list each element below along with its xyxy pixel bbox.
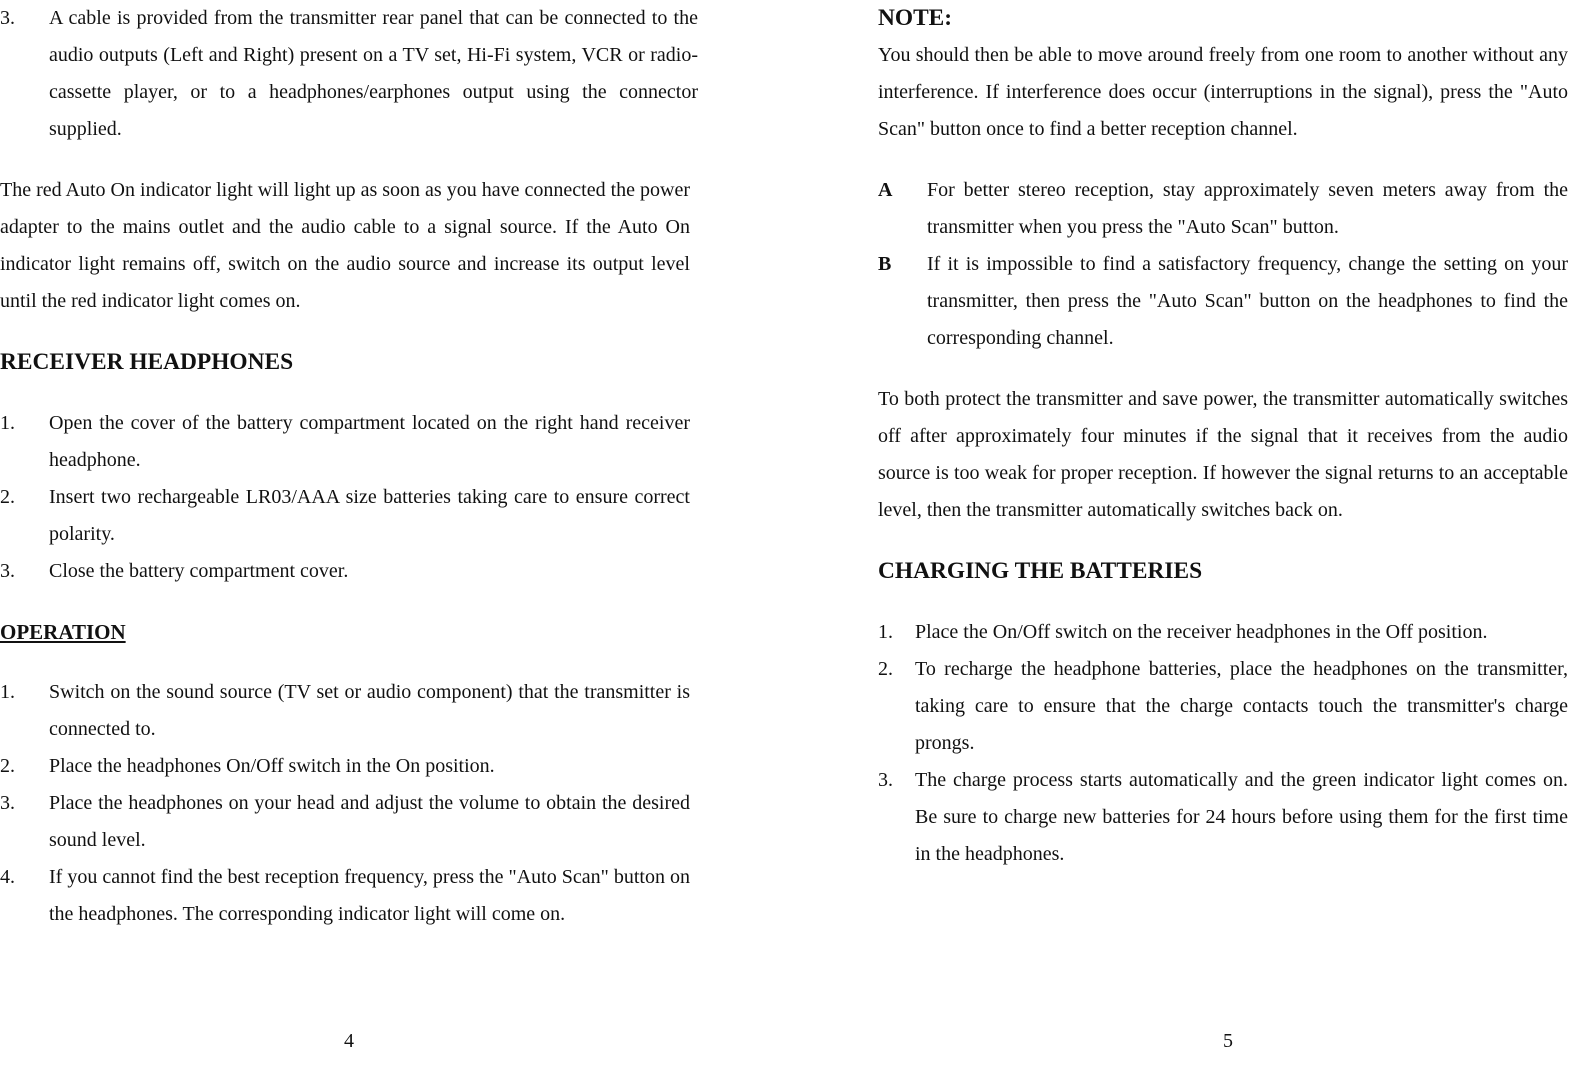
list-item [878, 651, 1568, 762]
step-text: Place the On/Off switch on the receiver headphones in the Off position. [915, 621, 1488, 643]
receiver-headphones-heading: RECEIVER HEADPHONES [0, 349, 294, 375]
note-label: NOTE: [878, 5, 953, 31]
step-text: Open the cover of the battery compartment located on the right hand receiver headphone. [49, 412, 690, 471]
step-text: Place the headphones On/Off switch in the On position. [49, 755, 495, 777]
tip-text: If it is impossible to find a satisfactory frequency, change the setting on your transmitter, then press the "Auto Scan" button on the headphones to find the corresponding channel. [927, 253, 1568, 349]
tip-label: A [878, 179, 893, 201]
tip-text: For better stereo reception, stay approximately seven meters away from the transmitter when you press the "Auto Scan" button. [927, 179, 1568, 238]
step-number: 3. [0, 792, 15, 814]
step-text: Place the headphones on your head and adjust the volume to obtain the desired sound level. [49, 792, 690, 851]
list-item [878, 762, 1568, 873]
list-item [878, 172, 1568, 246]
step-number: 1. [0, 681, 15, 703]
step-text: A cable is provided from the transmitter rear panel that can be connected to the audio outputs (Left and Right) present on a TV set, Hi-Fi system, VCR or radio-cassette player, or to a headphones/earphones output using the connector supplied. [49, 7, 698, 140]
operation-heading: OPERATION [0, 620, 126, 644]
step-text: Insert two rechargeable LR03/AAA size batteries taking care to ensure correct polarity. [49, 486, 690, 545]
step-number: 3. [0, 560, 15, 582]
connection-step-3 [0, 0, 698, 148]
step-text: The charge process starts automatically and the green indicator light comes on. Be sure to charge new batteries for 24 hours before using them for the first time in the headphones. [915, 769, 1568, 865]
tips-list [878, 172, 1568, 357]
step-text: Close the battery compartment cover. [49, 560, 349, 582]
list-item [878, 614, 1568, 651]
step-number: 1. [0, 412, 15, 434]
list-item [0, 405, 690, 479]
step-text: Switch on the sound source (TV set or audio component) that the transmitter is connected to. [49, 681, 690, 740]
auto-power-paragraph: To both protect the transmitter and save power, the transmitter automatically switches off after approximately four minutes if the signal that it receives from the audio source is too weak for proper reception. If however the signal returns to an acceptable level, then the transmitter automatically switches back on. [878, 388, 1568, 521]
list-item [0, 674, 690, 748]
page-number: 5 [1223, 1030, 1233, 1052]
step-text: To recharge the headphone batteries, place the headphones on the transmitter, taking care to ensure that the charge contacts touch the transmitter's charge prongs. [915, 658, 1568, 754]
list-item [0, 479, 690, 553]
receiver-steps-list [0, 405, 690, 590]
list-item [878, 246, 1568, 357]
step-text: If you cannot find the best reception frequency, press the "Auto Scan" button on the headphones. The corresponding indicator light will come on. [49, 866, 690, 925]
step-number: 1. [878, 621, 893, 643]
tip-label: B [878, 253, 892, 275]
step-number: 2. [878, 658, 893, 680]
charging-steps-list [878, 614, 1568, 873]
operation-steps-list [0, 674, 690, 933]
step-number: 3. [0, 7, 15, 29]
charging-heading: CHARGING THE BATTERIES [878, 558, 1203, 584]
list-item [0, 785, 690, 859]
list-item [0, 748, 690, 785]
auto-on-paragraph: The red Auto On indicator light will light up as soon as you have connected the power adapter to the mains outlet and the audio cable to a signal source. If the Auto On indicator light remains off, switch on the audio source and increase its output level until the red indicator light comes on. [0, 179, 690, 312]
step-number: 2. [0, 755, 15, 777]
list-item [0, 553, 690, 590]
list-item [0, 859, 690, 933]
step-number: 4. [0, 866, 15, 888]
right-page [878, 0, 1568, 1065]
page-number: 4 [344, 1030, 354, 1052]
note-paragraph: You should then be able to move around freely from one room to another without any interference. If interference does occur (interruptions in the signal), press the "Auto Scan" button once to find a better reception channel. [878, 44, 1568, 140]
step-number: 3. [878, 769, 893, 791]
left-page [0, 0, 700, 1065]
step-number: 2. [0, 486, 15, 508]
